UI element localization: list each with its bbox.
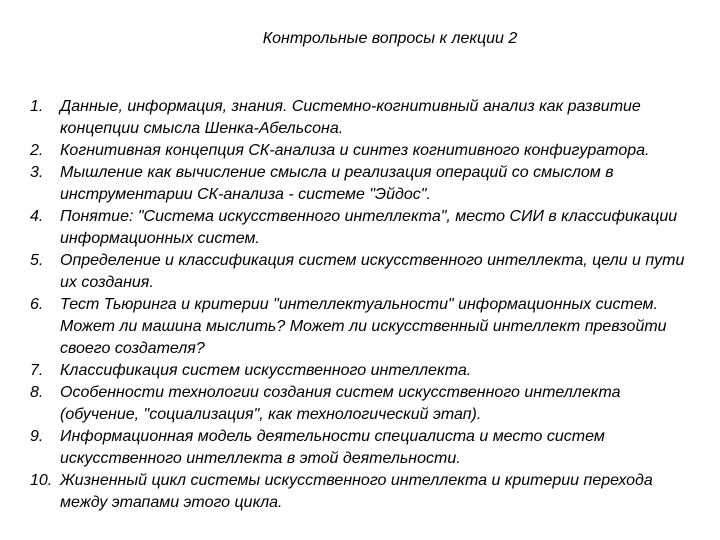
list-item	[30, 294, 700, 360]
item-text: Информационная модель деятельности специалиста и место систем искусственного интеллекта в этой деятельности.	[60, 428, 605, 467]
questions-list	[30, 96, 700, 514]
item-text: Мышление как вычисление смысла и реализация операций со смыслом в инструментарии СК-анализа - системе "Эйдос".	[60, 164, 614, 203]
item-number: 5.	[30, 252, 44, 269]
item-number: 10.	[30, 472, 53, 489]
item-text: Понятие: "Система искусственного интеллекта", место СИИ в классификации информационных систем.	[60, 208, 678, 247]
item-number: 2.	[30, 142, 44, 159]
item-text: Особенности технологии создания систем искусственного интеллекта (обучение, "социализация", как технологический этап).	[60, 384, 621, 423]
list-item	[30, 382, 700, 426]
list-item	[30, 206, 700, 250]
list-item	[30, 426, 700, 470]
item-text: Классификация систем искусственного интеллекта.	[60, 362, 472, 379]
item-number: 6.	[30, 296, 44, 313]
item-text: Жизненный цикл системы искусственного интеллекта и критерии перехода между этапами этого цикла.	[60, 472, 653, 511]
item-number: 9.	[30, 428, 44, 445]
list-item	[30, 96, 700, 140]
item-number: 1.	[30, 98, 44, 115]
list-item	[30, 470, 700, 514]
page-title: Контрольные вопросы к лекции 2	[262, 30, 518, 47]
list-item	[30, 162, 700, 206]
item-text: Определение и классификация систем искусственного интеллекта, цели и пути их создания.	[60, 252, 685, 291]
list-item	[30, 140, 700, 162]
item-text: Тест Тьюринга и критерии "интеллектуальности" информационных систем. Может ли машина мыслить? Может ли искусственный интеллект превзойти своего создателя?	[60, 296, 667, 357]
list-item	[30, 250, 700, 294]
item-text: Когнитивная концепция СК-анализа и синтез когнитивного конфигуратора.	[60, 142, 650, 159]
item-number: 3.	[30, 164, 44, 181]
item-text: Данные, информация, знания. Системно-когнитивный анализ как развитие концепции смысла Шенка-Абельсона.	[60, 98, 641, 137]
item-number: 8.	[30, 384, 44, 401]
item-number: 7.	[30, 362, 44, 379]
item-number: 4.	[30, 208, 44, 225]
list-item	[30, 360, 700, 382]
